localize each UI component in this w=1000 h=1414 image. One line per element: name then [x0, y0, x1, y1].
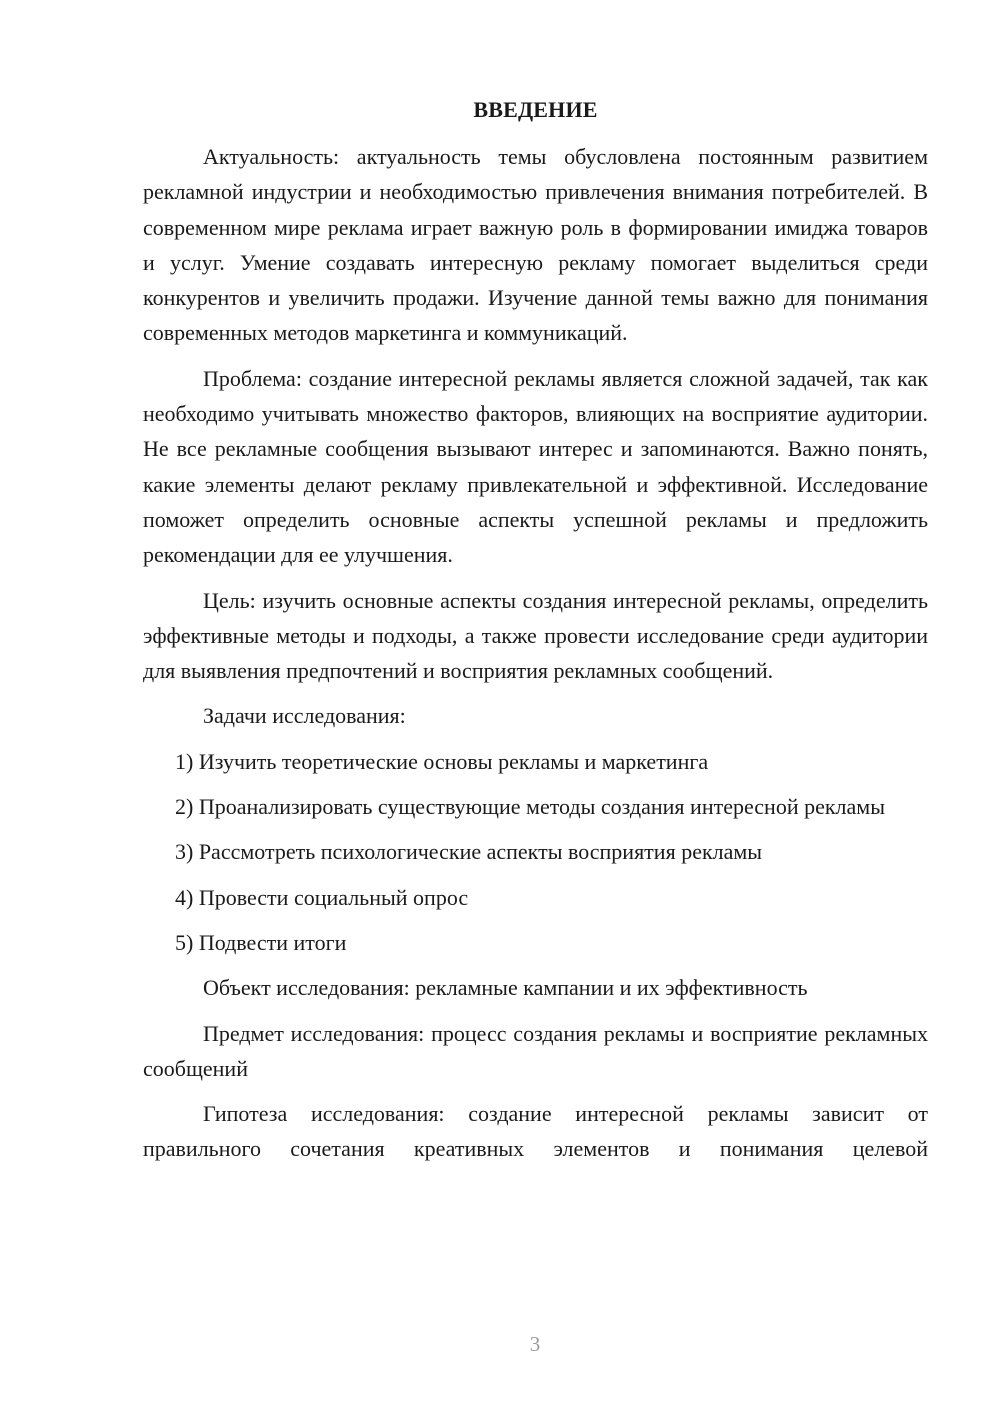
paragraph-goal: Цель: изучить основные аспекты создания интересной рекламы, определить эффективные методы и подходы, а также провести исследование среди аудитории для выявления предпочтений и восприятия рекламных сообщений.: [143, 587, 928, 684]
page-content: [143, 95, 928, 1177]
list-item: 1) Изучить теоретические основы рекламы и маркетинга: [175, 748, 709, 774]
list-item: 5) Подвести итоги: [175, 929, 347, 955]
tasks-heading: Задачи исследования:: [203, 703, 406, 729]
tasks-list: [143, 744, 928, 960]
list-item: 3) Рассмотреть психологические аспекты восприятия рекламы: [175, 839, 763, 865]
paragraph-subject: Предмет исследования: процесс создания рекламы и восприятие рекламных сообщений: [143, 1020, 928, 1081]
paragraph-hypothesis: Гипотеза исследования: создание интересной рекламы зависит от правильного сочетания креативных элементов и понимания целевой: [143, 1101, 928, 1162]
paragraph-relevance: Актуальность: актуальность темы обусловлена постоянным развитием рекламной индустрии и необходимостью привлечения внимания потребителей. В современном мире реклама играет важную роль в формировании имиджа товаров и услуг. Умение создавать интересную рекламу помогает выделиться среди конкурентов и увеличить продажи. Изучение данной темы важно для понимания современных методов маркетинга и коммуникаций.: [143, 144, 928, 346]
page-title: ВВЕДЕНИЕ: [473, 97, 598, 122]
page-number: 3: [529, 1332, 541, 1356]
list-item: 4) Провести социальный опрос: [175, 884, 469, 910]
list-item: 2) Проанализировать существующие методы создания интересной рекламы: [175, 794, 886, 820]
paragraph-problem: Проблема: создание интересной рекламы является сложной задачей, так как необходимо учитывать множество факторов, влияющих на восприятие аудитории. Не все рекламные сообщения вызывают интерес и запоминаются. Важно понять, какие элементы делают рекламу привлекательной и эффективной. Исследование поможет определить основные аспекты успешной рекламы и предложить рекомендации для ее улучшения.: [143, 365, 928, 568]
paragraph-object: Объект исследования: рекламные кампании и их эффективность: [203, 975, 808, 1001]
